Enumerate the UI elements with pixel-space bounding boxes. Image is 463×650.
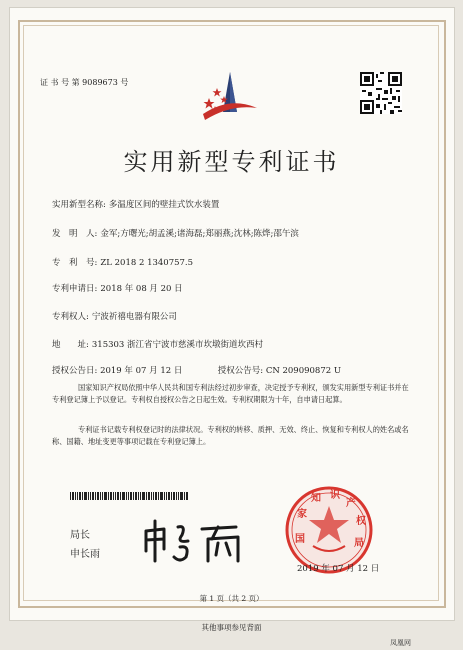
svg-text:家: 家 [297, 509, 307, 520]
qr-code-icon [360, 72, 402, 114]
announce-date: 2019 年 07 月 12 日 [100, 366, 183, 376]
barcode-icon [70, 492, 188, 500]
signature-name: 申长雨 [70, 549, 100, 560]
announce-date-label: 授权公告日: [52, 366, 98, 376]
handwritten-signature-icon [138, 517, 248, 567]
cnipa-logo-icon [197, 68, 263, 130]
field-label: 专 利 号: [52, 258, 98, 268]
svg-text:知: 知 [311, 493, 321, 504]
back-note: 其他事项参见背面 [201, 623, 262, 632]
svg-text:产: 产 [346, 498, 356, 509]
svg-text:国: 国 [295, 534, 305, 545]
field-address [52, 338, 263, 350]
field-patentee [52, 310, 177, 322]
certificate-number: 证 书 号 第 9089673 号 [40, 78, 129, 87]
field-label: 专利申请日: [52, 284, 98, 294]
document-title: 实用新型专利证书 [123, 148, 340, 176]
announce-number-label: 授权公告号: [217, 366, 264, 376]
seal-date: 2019 年 07 月 12 日 [297, 564, 380, 574]
field-inventors [52, 227, 299, 239]
grant-announcement [52, 364, 341, 376]
field-value: 2018 年 08 月 20 日 [100, 284, 183, 294]
signature-title: 局长 [70, 530, 90, 541]
grant-paragraph: 国家知识产权局依照中华人民共和国专利法经过初步审查，决定授予专利权，颁发实用新型专利证书并在专利登记簿上予以登记。专利权自授权公告之日起生效。专利权期限为十年，自申请日起算。 [52, 383, 409, 404]
field-application-date [52, 282, 183, 294]
svg-text:权: 权 [356, 516, 366, 527]
watermark-label: 凤凰网 [390, 639, 411, 647]
svg-text:识: 识 [330, 490, 340, 501]
field-value: 多温度区间的壁挂式饮水装置 [108, 200, 220, 210]
field-value: 315303 浙江省宁波市慈溪市坎墩街道坎西村 [91, 340, 264, 350]
field-label: 专利权人: [52, 312, 89, 322]
field-value: 金军;方曙光;胡孟溪;诸海磊;郑丽燕;沈林;陈烨;邵午滨 [100, 229, 299, 239]
field-label: 发 明 人: [52, 229, 98, 239]
field-label: 实用新型名称: [52, 200, 106, 210]
field-patent-number [52, 256, 193, 268]
field-value: 宁波祈禧电器有限公司 [91, 312, 177, 322]
field-utility-model-name [52, 198, 219, 210]
legal-status-paragraph: 专利证书记载专利权登记时的法律状况。专利权的转移、质押、无效、终止、恢复和专利权人的姓名或名称、国籍、地址变更等事项记载在专利登记簿上。 [52, 425, 409, 446]
field-value: ZL 2018 2 1340757.5 [100, 258, 194, 268]
page-number: 第 1 页（共 2 页） [199, 594, 264, 603]
field-label: 地 址: [52, 340, 89, 350]
svg-text:局: 局 [354, 538, 364, 549]
announce-number: CN 209090872 U [265, 366, 342, 376]
